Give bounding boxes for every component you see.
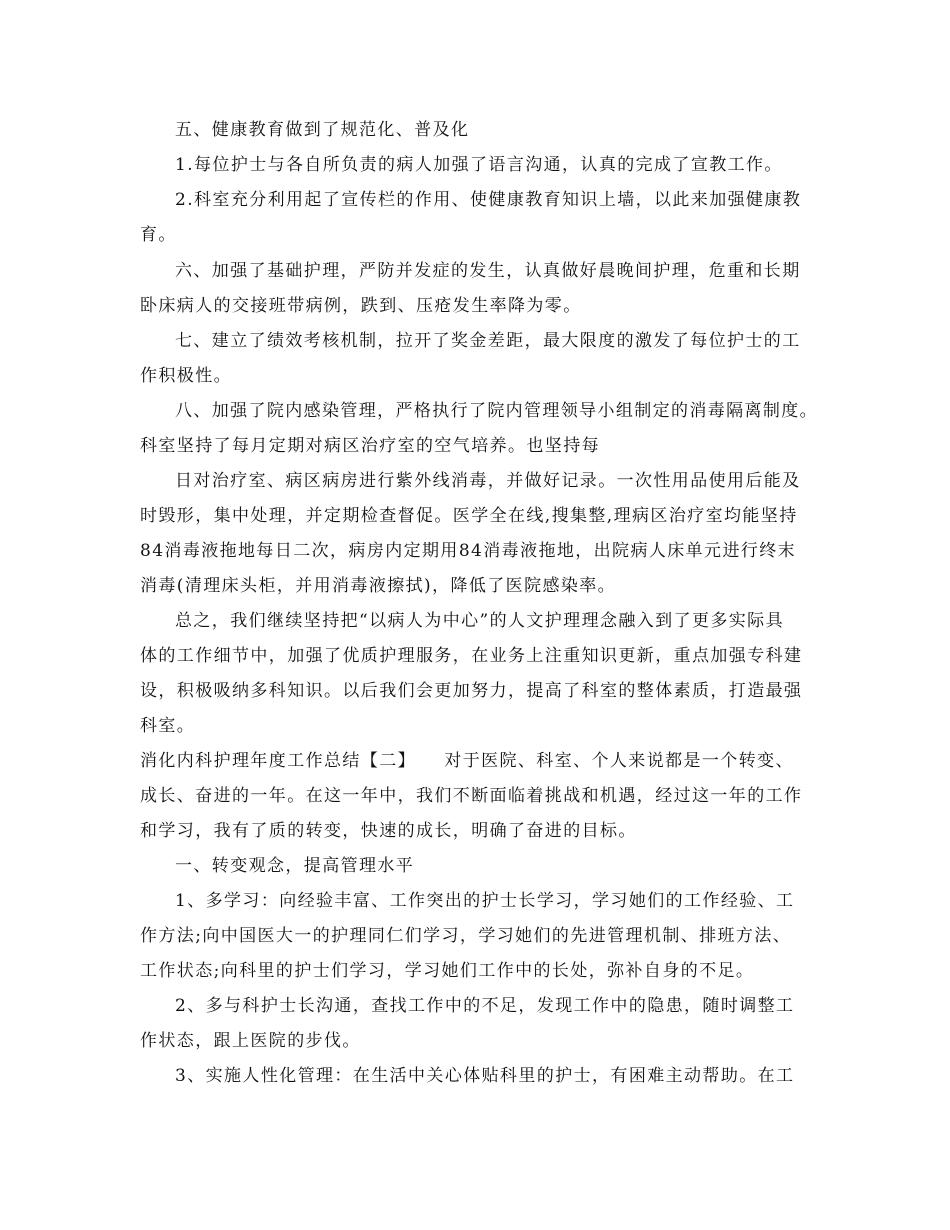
paragraph-line: 设，积极吸纳多科知识。以后我们会更加努力，提高了科室的整体素质，打造最强 xyxy=(140,681,803,701)
paragraph-line: 2.科室充分利用起了宣传栏的作用、使健康教育知识上墙，以此来加强健康教 xyxy=(175,190,802,210)
paragraph-line: 工作状态;向科里的护士们学习，学习她们工作中的长处，弥补自身的不足。 xyxy=(140,961,755,981)
section-heading-8: 八、加强了院内感染管理，严格执行了院内管理领导小组制定的消毒隔离制度。 xyxy=(175,401,818,421)
paragraph-line: 作方法;向中国医大一的护理同仁们学习，学习她们的先进管理机制、排班方法、 xyxy=(140,926,792,946)
paragraph-line: 日对治疗室、病区病房进行紫外线消毒，并做好记录。一次性用品使用后能及 xyxy=(175,471,801,491)
paragraph-line: 科室坚持了每月定期对病区治疗室的空气培养。也坚持每 xyxy=(140,436,600,456)
section-heading-6: 六、加强了基础护理，严防并发症的发生，认真做好晨晚间护理，危重和长期 xyxy=(175,261,801,281)
paragraph-line: 时毁形，集中处理，并定期检查督促。医学全在线,搜集整,理病区治疗室均能坚持 xyxy=(140,506,798,526)
paragraph-line: 1.每位护士与各自所负责的病人加强了语言沟通，认真的完成了宣教工作。 xyxy=(175,155,783,175)
paragraph-line: 消毒(清理床头柜，并用消毒液擦拭)，降低了医院感染率。 xyxy=(140,576,617,596)
paragraph-line: 育。 xyxy=(140,225,177,245)
paragraph-line: 成长、奋进的一年。在这一年中，我们不断面临着挑战和机遇，经过这一年的工作 xyxy=(140,786,803,806)
paragraph-line: 84消毒液拖地每日二次，病房内定期用84消毒液拖地，出院病人床单元进行终末 xyxy=(140,541,797,561)
paragraph-line: 作状态，跟上医院的步伐。 xyxy=(140,1031,361,1051)
document-subtitle: 消化内科护理年度工作总结【二】 对于医院、科室、个人来说都是一个转变、 xyxy=(140,751,794,771)
paragraph-line: 作积极性。 xyxy=(140,366,232,386)
paragraph-line: 3、实施人性化管理：在生活中关心体贴科里的护士，有困难主动帮助。在工 xyxy=(175,1066,795,1086)
paragraph-line: 总之，我们继续坚持把“以病人为中心”的人文护理理念融入到了更多实际具 xyxy=(175,611,784,631)
section-heading-7: 七、建立了绩效考核机制，拉开了奖金差距，最大限度的激发了每位护士的工 xyxy=(175,331,801,351)
paragraph-line: 体的工作细节中，加强了优质护理服务，在业务上注重知识更新，重点加强专科建 xyxy=(140,646,803,666)
paragraph-line: 和学习，我有了质的转变，快速的成长，明确了奋进的目标。 xyxy=(140,821,637,841)
paragraph-line: 1、多学习：向经验丰富、工作突出的护士长学习，学习她们的工作经验、工 xyxy=(175,891,795,911)
paragraph-line: 2、多与科护士长沟通，查找工作中的不足，发现工作中的隐患，随时调整工 xyxy=(175,996,795,1016)
section-heading-1: 一、转变观念，提高管理水平 xyxy=(175,856,415,876)
section-heading-5: 五、健康教育做到了规范化、普及化 xyxy=(175,120,470,140)
paragraph-line: 科室。 xyxy=(140,716,196,736)
paragraph-line: 卧床病人的交接班带病例，跌到、压疮发生率降为零。 xyxy=(140,296,582,316)
